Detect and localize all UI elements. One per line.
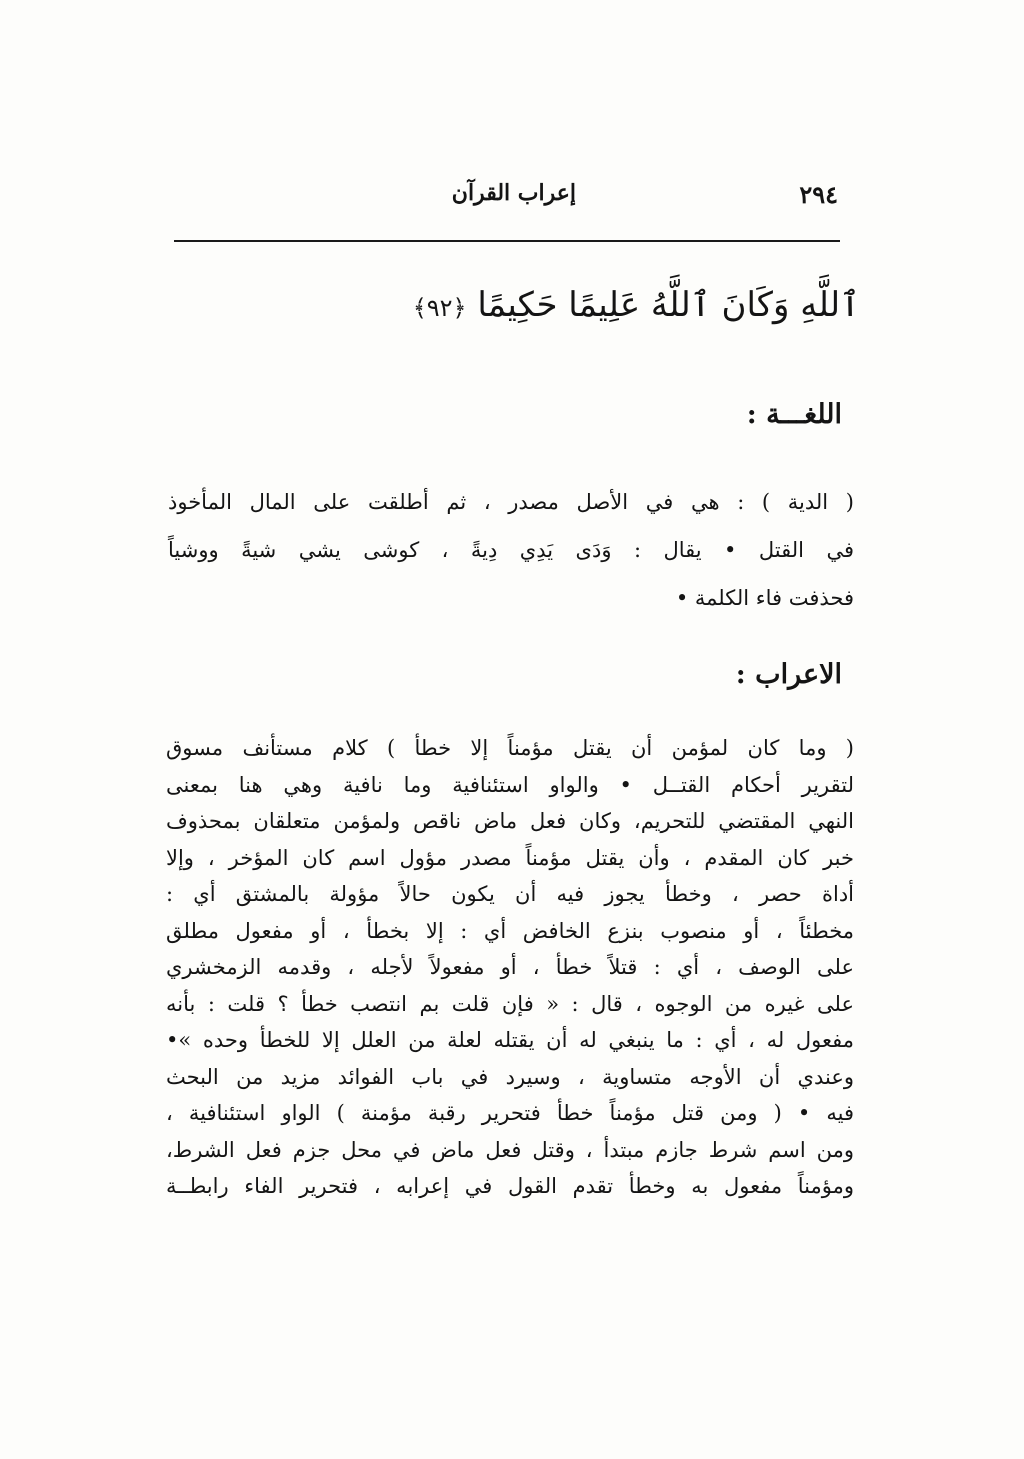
section-heading-irab: الاعراب :	[735, 659, 842, 690]
paragraph-line: ومؤمناً مفعول به وخطأ تقدم القول في إعرابه ، فتحرير الفاء رابطــة	[166, 1174, 854, 1198]
paragraph-line: خبر كان المقدم ، وأن يقتل مؤمناً مصدر مؤول اسم كان المؤخر ، وإلا	[166, 845, 854, 870]
paragraph-line: النهي المقتضي للتحريم، وكان فعل ماض ناقص ولمؤمن متعلقان بمحذوف	[166, 809, 854, 833]
irab-paragraph	[166, 730, 854, 1205]
paragraph-line: ( الدية ) : هي في الأصل مصدر ، ثم أطلقت على المال المأخوذ	[168, 490, 854, 514]
paragraph-line: في القتل • يقال : وَدَى يَدِي دِيةً ، كوشى يشي شيةً ووشياً	[168, 538, 854, 562]
ayah-number-marker: ﴿٩٢﴾	[412, 294, 467, 322]
quran-verse	[412, 270, 860, 340]
paragraph-line: ومن اسم شرط جازم مبتدأ ، وقتل فعل ماض في محل جزم فعل الشرط،	[166, 1137, 854, 1162]
paragraph-line: مفعول له ، أي : ما ينبغي له أن يقتله لعلة من العلل إلا للخطأ وحده »•	[166, 1028, 854, 1052]
paragraph-line: على غيره من الوجوه ، قال : « فإن قلت بم انتصب خطأ ؟ قلت : بأنه	[166, 991, 854, 1016]
paragraph-line: مخطئاً ، أو منصوب بنزع الخافض أي : إلا بخطأ ، أو مفعول مطلق	[166, 918, 854, 943]
page-number: ٢٩٤	[799, 180, 838, 209]
header-divider	[174, 240, 840, 242]
paragraph-line: ( وما كان لمؤمن أن يقتل مؤمناً إلا خطأ ) كلام مستأنف مسوق	[166, 736, 854, 760]
lugha-paragraph	[168, 478, 854, 622]
section-heading-lugha: اللغـــة :	[746, 399, 842, 430]
paragraph-line: وعندي أن الأوجه متساوية ، وسيرد في باب الفوائد مزيد من البحث	[166, 1064, 854, 1089]
paragraph-line: أداة حصر ، وخطأ يجوز فيه أن يكون حالاً مؤولة بالمشتق أي :	[166, 882, 854, 906]
running-title: إعراب القرآن	[451, 180, 576, 206]
paragraph-line: فحذفت فاء الكلمة •	[675, 586, 854, 610]
paragraph-line: فيه • ( ومن قتل مؤمناً خطأ فتحرير رقبة مؤمنة ) الواو استئنافية ،	[166, 1101, 854, 1125]
page-header	[420, 176, 838, 216]
verse-text: ٱللَّهِ وَكَانَ ٱللَّهُ عَلِيمًا حَكِيمًا	[477, 285, 860, 325]
paragraph-line: على الوصف ، أي : قتلاً خطأ ، أو مفعولاً لأجله ، وقدمه الزمخشري	[166, 955, 854, 979]
paragraph-line: لتقرير أحكام القتــل • والواو استئنافية وما نافية وهي هنا بمعنى	[166, 772, 854, 797]
